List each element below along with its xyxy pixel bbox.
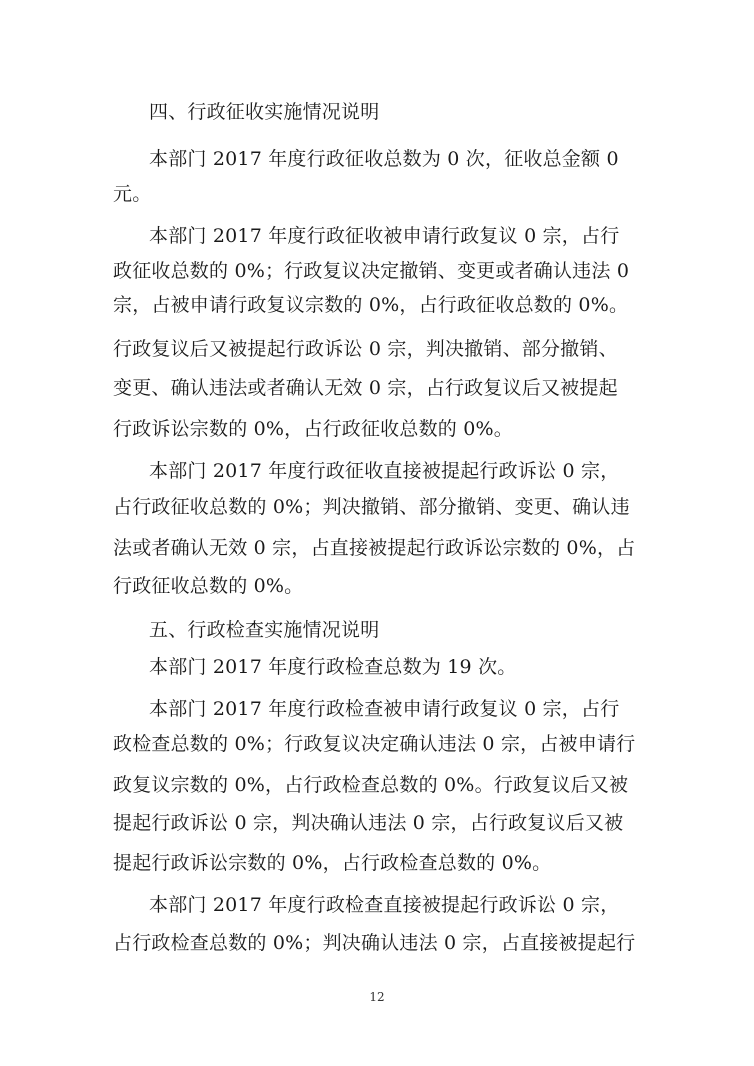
- paragraph-line: 本部门 2017 年度行政检查总数为 19 次。: [149, 656, 517, 678]
- paragraph-line: 行政诉讼宗数的 0%，占行政征收总数的 0%。: [113, 418, 513, 440]
- paragraph-line: 行政复议后又被提起行政诉讼 0 宗，判决撤销、部分撤销、: [113, 338, 618, 360]
- page-number: 12: [369, 990, 385, 1004]
- paragraph-line: 提起行政诉讼 0 宗，判决确认违法 0 宗，占行政复议后又被: [113, 812, 624, 834]
- paragraph-line: 政复议宗数的 0%，占行政检查总数的 0%。行政复议后又被: [113, 774, 629, 796]
- paragraph-line: 行政征收总数的 0%。: [113, 575, 304, 597]
- paragraph-line: 宗，占被申请行政复议宗数的 0%，占行政征收总数的 0%。: [113, 294, 629, 316]
- paragraph-line: 占行政检查总数的 0%；判决确认违法 0 宗，占直接被提起行: [113, 932, 636, 954]
- paragraph-line: 本部门 2017 年度行政征收被申请行政复议 0 宗，占行: [149, 225, 620, 247]
- paragraph-line: 法或者确认无效 0 宗，占直接被提起行政诉讼宗数的 0%，占: [113, 537, 636, 559]
- paragraph-line: 本部门 2017 年度行政征收总数为 0 次，征收总金额 0: [149, 148, 619, 170]
- paragraph-line: 本部门 2017 年度行政征收直接被提起行政诉讼 0 宗，: [149, 460, 620, 482]
- section-5-heading: 五、行政检查实施情况说明: [149, 619, 380, 641]
- paragraph-line: 本部门 2017 年度行政检查被申请行政复议 0 宗，占行: [149, 698, 620, 720]
- paragraph-line: 政检查总数的 0%；行政复议决定确认违法 0 宗，占被申请行: [113, 733, 636, 755]
- paragraph-line: 提起行政诉讼宗数的 0%，占行政检查总数的 0%。: [113, 852, 552, 874]
- paragraph-line: 本部门 2017 年度行政检查直接被提起行政诉讼 0 宗，: [149, 894, 620, 916]
- paragraph-line: 变更、确认违法或者确认无效 0 宗，占行政复议后又被提起: [113, 377, 618, 399]
- paragraph-line: 占行政征收总数的 0%；判决撤销、部分撤销、变更、确认违: [113, 496, 630, 518]
- paragraph-line: 政征收总数的 0%；行政复议决定撤销、变更或者确认违法 0: [113, 260, 630, 282]
- paragraph-line: 元。: [113, 183, 152, 205]
- section-4-heading: 四、行政征收实施情况说明: [149, 101, 380, 123]
